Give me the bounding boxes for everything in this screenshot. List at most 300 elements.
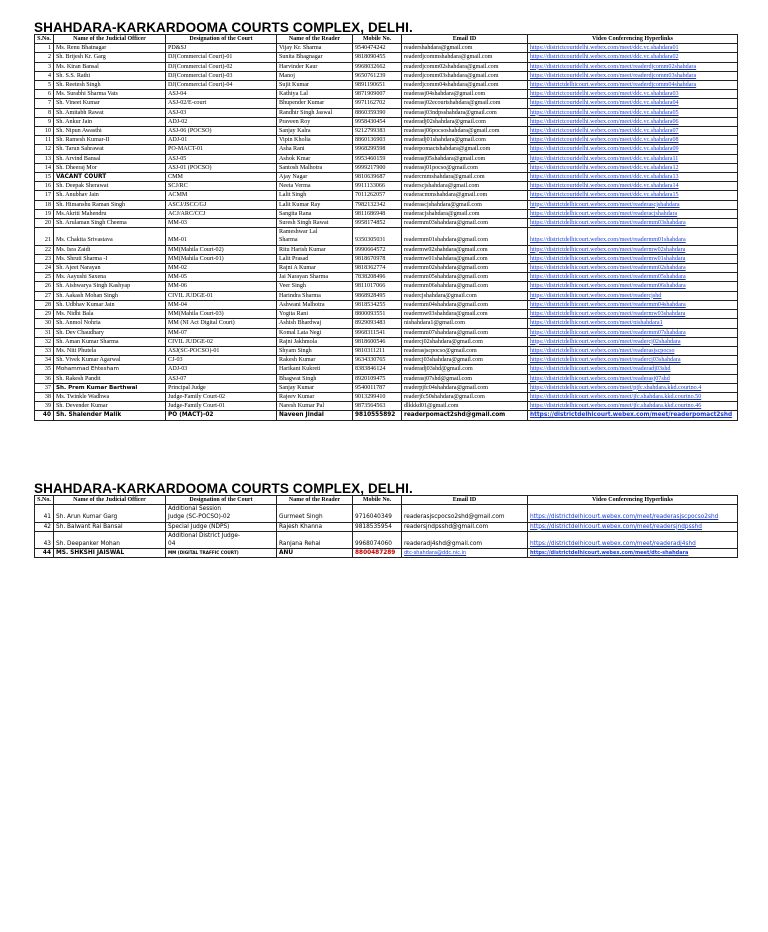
cell-officer: Ms.Akriti Mahendru [54, 209, 166, 218]
cell-reader: Lalit Prasad [277, 254, 353, 263]
cell-designation: ACJ/ARC/CCJ [166, 209, 277, 218]
cell-sno: 9 [35, 117, 54, 126]
cell-reader: Yogita Rani [277, 310, 353, 319]
cell-sno: 36 [35, 374, 54, 383]
cell-designation: MM(Mahila Court-02) [166, 245, 277, 254]
cell-sno: 16 [35, 182, 54, 191]
cell-vc-link[interactable]: https://districtdelhicourt.webex.com/meet/readermm04shahdara [528, 300, 738, 309]
cell-sno: 32 [35, 337, 54, 346]
cell-vc-link[interactable]: https://districtdelhicourt.webex.com/meet/jfc.shahdara.kkd.courtno.50 [528, 392, 738, 401]
cell-designation: ASJ-07 [166, 374, 277, 383]
cell-vc-link[interactable]: https://districtdelhicourt.webex.com/meet/pjfc.shahdara.kkd.courtno.4 [528, 383, 738, 392]
table-row [35, 356, 738, 365]
cell-sno: 19 [35, 209, 54, 218]
cell-mobile: 9958430454 [353, 117, 402, 126]
cell-reader: ANU [277, 549, 353, 558]
cell-mobile: 9871909007 [353, 90, 402, 99]
cell-mobile: 9818090455 [353, 53, 402, 62]
cell-sno: 10 [35, 127, 54, 136]
table-row [35, 374, 738, 383]
cell-email: readermm05shahdara@gmail.com [402, 273, 528, 282]
cell-mobile: 9953460159 [353, 154, 402, 163]
cell-mobile: 9634330765 [353, 356, 402, 365]
cell-designation: MM-06 [166, 282, 277, 291]
cell-mobile: 9818362774 [353, 264, 402, 273]
cell-mobile: 9811686948 [353, 209, 402, 218]
cell-designation: ASJ-03 [166, 108, 277, 117]
cell-vc-link[interactable]: https://districtcourtdelhi.webex.com/meet/readerdjcomm02shahdara [528, 62, 738, 71]
cell-designation: ACMM [166, 191, 277, 200]
cell-vc-link[interactable]: https://districtdelhicourt.webex.com/meet/readermm03shahdara [528, 219, 738, 228]
cell-email: readeradj02shahdara@gmail.com [402, 117, 528, 126]
cell-mobile: 7838208496 [353, 273, 402, 282]
cell-reader: Sunita Bhagnagar [277, 53, 353, 62]
cell-sno: 39 [35, 402, 54, 411]
cell-sno: 28 [35, 300, 54, 309]
designation-line-2: Judge (SC-POCSO)-02 [168, 514, 231, 521]
cell-vc-link[interactable]: https://districtdelhicourt.webex.com/meet/dtc-shahdara [528, 549, 738, 558]
cell-reader: Harindra Sharma [277, 291, 353, 300]
cell-officer: Sh. Deepak Sherawat [54, 182, 166, 191]
cell-designation [166, 505, 277, 522]
cell-vc-link[interactable]: https://districtcourtdelhi.webex.com/meet/ddc.vc.shahdara07 [528, 127, 738, 136]
cell-reader: Ashish Bhardwaj [277, 319, 353, 328]
cell-vc-link[interactable]: https://districtdelhicourt.webex.com/meet/readeracjshahdara [528, 209, 738, 218]
cell-vc-link[interactable]: https://districtdelhicourt.webex.com/meet/readermw02shahdara [528, 245, 738, 254]
cell-designation: MM-07 [166, 328, 277, 337]
table-row [35, 209, 738, 218]
cell-designation: CMM [166, 173, 277, 182]
cell-reader: Shyam Singh [277, 346, 353, 355]
cell-email: readermm03shahdara@gmail.com [402, 219, 528, 228]
cell-vc-link[interactable]: https://districtcourtdelhi.webex.com/meet/readerdjcomm03shahdara [528, 71, 738, 80]
table-row [35, 44, 738, 53]
table-row [35, 328, 738, 337]
cell-officer: Sh. Vineet Kumar [54, 99, 166, 108]
cell-vc-link[interactable]: https://districtdelhicourt.webex.com/meet/readermm02shahdara [528, 264, 738, 273]
cell-mobile: 9968299598 [353, 145, 402, 154]
table-row [35, 310, 738, 319]
header-email: Email ID [402, 35, 528, 44]
cell-reader: Ajay Nagar [277, 173, 353, 182]
table-row [35, 291, 738, 300]
cell-vc-link[interactable]: https://districtcourtdelhi.webex.com/meet/ddc.vc.shahdara13 [528, 173, 738, 182]
table-row [35, 191, 738, 200]
cell-mobile: 9716040349 [353, 505, 402, 522]
cell-sno: 29 [35, 310, 54, 319]
table-row [35, 127, 738, 136]
cell-mobile: 9968311541 [353, 328, 402, 337]
cell-officer: Sh. Arvind Bansal [54, 154, 166, 163]
cell-reader: Sangita Rana [277, 209, 353, 218]
cell-sno: 6 [35, 90, 54, 99]
table-row [35, 62, 738, 71]
cell-designation: ASJ-02/E-court [166, 99, 277, 108]
cell-reader: Kathiya Lal [277, 90, 353, 99]
cell-vc-link[interactable]: https://districtcourtdelhi.webex.com/meet/ddc.vc.shahdara06 [528, 117, 738, 126]
cell-officer: Ms. Kiran Bansal [54, 62, 166, 71]
cell-designation: PD&SJ [166, 44, 277, 53]
cell-vc-link[interactable]: https://districtdelhicourt.webex.com/meet/readermm07shahdara [528, 328, 738, 337]
header-sno: S.No. [35, 35, 54, 44]
cell-reader: Bhagwat Singh [277, 374, 353, 383]
cell-officer: Sh. Deepanker Mohan [54, 531, 166, 548]
cell-email: readershahdara@gmail.com [402, 44, 528, 53]
cell-email: readercj02shahdara@gmail.com [402, 337, 528, 346]
cell-email: readerjfc50shahdara@gmail.com [402, 392, 528, 401]
cell-officer: Sh. Dheeraj Mor [54, 163, 166, 172]
cell-mobile: 7982132342 [353, 200, 402, 209]
table-row [35, 264, 738, 273]
cell-designation: PO-MACT-01 [166, 145, 277, 154]
cell-sno: 44 [35, 549, 54, 558]
table-row [35, 81, 738, 90]
cell-reader: Praveen Roy [277, 117, 353, 126]
cell-email: readermw03shahdara@gmail.com [402, 310, 528, 319]
cell-mobile: 7011262057 [353, 191, 402, 200]
cell-designation [166, 531, 277, 548]
designation-line-1: Additional District Judge- [168, 532, 241, 539]
cell-mobile: 8860359390 [353, 108, 402, 117]
cell-mobile: 9811017066 [353, 282, 402, 291]
cell-vc-link[interactable]: https://districtdelhicourt.webex.com/meet/readerdjcomm04shahdara [528, 81, 738, 90]
table-row [35, 365, 738, 374]
cell-reader: Manoj [277, 71, 353, 80]
cell-email: readermm01shahdara@gmail.com [402, 228, 528, 245]
cell-sno: 2 [35, 53, 54, 62]
cell-designation: MM-02 [166, 264, 277, 273]
cell-reader: Rajeev Kumar [277, 392, 353, 401]
cell-email[interactable]: dtc-shahdara@ddc.nic.in [402, 549, 528, 558]
cell-mobile: 9212799383 [353, 127, 402, 136]
cell-officer: Ms. Shruti Sharma -I [54, 254, 166, 263]
cell-vc-link[interactable]: https://districtdelhicourt.webex.com/meet/nishahdara1 [528, 319, 738, 328]
cell-sno: 11 [35, 136, 54, 145]
table-row [35, 411, 738, 420]
officers-table-2 [34, 495, 738, 558]
cell-email: readeracmmshahdara@gmail.com [402, 191, 528, 200]
header-designation: Designation of the Court [166, 35, 277, 44]
cell-reader: Santosh Malhotra [277, 163, 353, 172]
officers-table [34, 34, 738, 421]
cell-sno: 30 [35, 319, 54, 328]
table-row [35, 182, 738, 191]
cell-vc-link[interactable]: https://districtdelhicourt.webex.com/meet/readerpomact2shd [528, 411, 738, 420]
cell-email: readermm07shahdara@gmail.com [402, 328, 528, 337]
cell-officer: Ms. Aayushi Saxena [54, 273, 166, 282]
cell-officer: Ms. Renu Bhatnagar [54, 44, 166, 53]
cell-officer: Sh. S.S. Rathi [54, 71, 166, 80]
cell-designation: MM(Mahila Court-01) [166, 254, 277, 263]
cell-mobile: 9873564563 [353, 402, 402, 411]
cell-email: readeradj01shahdara@gmail.com [402, 136, 528, 145]
cell-sno: 5 [35, 81, 54, 90]
cell-officer: Sh. Brijesh Kr. Garg [54, 53, 166, 62]
cell-vc-link[interactable]: https://districtdelhicourt.webex.com/meet/readerasjscpocso2shd [528, 505, 738, 522]
cell-mobile: 9971162702 [353, 99, 402, 108]
cell-mobile: 9891190651 [353, 81, 402, 90]
table-row [35, 154, 738, 163]
table-row [35, 200, 738, 209]
cell-mobile: 8800487289 [353, 549, 402, 558]
cell-vc-link[interactable]: https://districtdelhicourt.webex.com/meet/readerascjshahdara [528, 200, 738, 209]
cell-sno: 33 [35, 346, 54, 355]
cell-officer: Ms. Isra Zaidi [54, 245, 166, 254]
cell-vc-link[interactable]: https://districtdelhicourt.webex.com/meet/readermm06shahdara [528, 282, 738, 291]
cell-reader: Sanjay Kumar [277, 383, 353, 392]
cell-officer: Sh. Reetesh Singh [54, 81, 166, 90]
cell-officer: Sh. Ramesh Kumar-II [54, 136, 166, 145]
cell-officer: Ms. Surabhi Sharma Vats [54, 90, 166, 99]
cell-vc-link[interactable]: https://districtcourtdelhi.webex.com/meet/ddc.vc.shahdara03 [528, 90, 738, 99]
table-row [35, 173, 738, 182]
cell-vc-link[interactable]: https://districtcourtdelhi.webex.com/meet/ddc.vc.shahdara01 [528, 44, 738, 53]
cell-email: readerasjscpocso@gmail.com [402, 346, 528, 355]
cell-reader: Ranjana Rehal [277, 531, 353, 548]
header-sno: S.No. [35, 496, 54, 505]
cell-mobile: 8800093551 [353, 310, 402, 319]
designation-line-1: Additional Session [168, 506, 222, 513]
cell-designation: SCJ/RC [166, 182, 277, 191]
cell-sno: 13 [35, 154, 54, 163]
cell-reader: Rajni Jakhmola [277, 337, 353, 346]
cell-vc-link[interactable]: https://districtcourtdelhi.webex.com/meet/ddc.vc.shahdara12 [528, 163, 738, 172]
cell-email: readermw02shahdara@gmail.com [402, 245, 528, 254]
cell-mobile: 8920109475 [353, 374, 402, 383]
cell-officer: Sh. Arulaman Singh Cheema [54, 219, 166, 228]
cell-vc-link[interactable]: https://districtdelhicourt.webex.com/meet/readerasj07shd [528, 374, 738, 383]
cell-email: readerpomactshahdara@gmail.com [402, 145, 528, 154]
cell-designation: MM-04 [166, 300, 277, 309]
cell-sno: 43 [35, 531, 54, 548]
cell-designation: ASJ(SC-POCSO)-01 [166, 346, 277, 355]
cell-officer: Ms. Twinkle Wadhwa [54, 392, 166, 401]
cell-email: readersjndpsshd@gmail.com [402, 522, 528, 531]
cell-sno: 23 [35, 254, 54, 263]
cell-vc-link[interactable]: https://districtcourtdelhi.webex.com/meet/ddc.vc.shahdara14 [528, 182, 738, 191]
cell-email: readerdjcomm02shahdara@gmail.com [402, 62, 528, 71]
table-row [35, 522, 738, 531]
cell-email: readermm02shahdara@gmail.com [402, 264, 528, 273]
cell-email: readercj03shahdara@gmail.com [402, 356, 528, 365]
cell-sno: 4 [35, 71, 54, 80]
cell-sno: 8 [35, 108, 54, 117]
table-row [35, 245, 738, 254]
cell-officer: Sh. Himanshu Raman Singh [54, 200, 166, 209]
table-row [35, 108, 738, 117]
cell-vc-link[interactable]: https://districtdelhicourt.webex.com/meet/readeradj4shd [528, 531, 738, 548]
table-row [35, 402, 738, 411]
cell-officer: Sh. Anubhav Jain [54, 191, 166, 200]
cell-mobile: 9540011787 [353, 383, 402, 392]
cell-mobile: 9818670978 [353, 254, 402, 263]
cell-designation: CJ-03 [166, 356, 277, 365]
cell-email: readerasj06pocsoshahdara@gmail.com [402, 127, 528, 136]
cell-designation: ASJ-06 (POCSO) [166, 127, 277, 136]
cell-vc-link[interactable]: https://districtcourtdelhi.webex.com/meet/ddc.vc.shahdara05 [528, 108, 738, 117]
cell-vc-link[interactable]: https://districtcourtdelhi.webex.com/meet/ddc.vc.shahdara11 [528, 154, 738, 163]
cell-sno: 17 [35, 191, 54, 200]
cell-vc-link[interactable]: https://districtdelhicourt.webex.com/meet/readermm01shahdara [528, 228, 738, 245]
cell-designation: MM (DIGITAL TRAFFIC COURT) [166, 549, 277, 558]
cell-vc-link[interactable]: https://districtcourtdelhi.webex.com/meet/ddc.vc.shahdara02 [528, 53, 738, 62]
cell-reader: Vijay Kr. Sharma [277, 44, 353, 53]
cell-vc-link[interactable]: https://districtdelhicourt.webex.com/meet/jfc.shahdara.kkd.courtno.46 [528, 402, 738, 411]
cell-officer: Sh. Amitabh Rawat [54, 108, 166, 117]
table-row [35, 228, 738, 245]
reader-line-1: Rameshwar Lal [279, 229, 318, 236]
cell-reader: Jai Narayan Sharma [277, 273, 353, 282]
cell-reader: Rajni A Kumar [277, 264, 353, 273]
table-row [35, 273, 738, 282]
cell-officer: Sh. Anmol Nohria [54, 319, 166, 328]
cell-vc-link[interactable]: https://districtcourtdelhi.webex.com/meet/ddc.vc.shahdara09 [528, 145, 738, 154]
cell-mobile: 9810311211 [353, 346, 402, 355]
cell-mobile: 9650761239 [353, 71, 402, 80]
cell-mobile: 8860136903 [353, 136, 402, 145]
cell-vc-link[interactable]: https://districtdelhicourt.webex.com/meet/readeradj03shd [528, 365, 738, 374]
cell-officer: Sh. Vivek Kumar Agarwal [54, 356, 166, 365]
cell-vc-link[interactable]: https://districtdelhicourt.webex.com/meet/readermm05shahdara [528, 273, 738, 282]
cell-mobile: 9958174852 [353, 219, 402, 228]
cell-designation: Judge-Family Court-01 [166, 402, 277, 411]
cell-email: readeracjshahdara@gmail.com [402, 209, 528, 218]
cell-reader [277, 228, 353, 245]
cell-designation: ASJ-04 [166, 90, 277, 99]
cell-officer: Sh. Aishwarya Singh Kashyap [54, 282, 166, 291]
cell-email: readeradj03shd@gmail.com [402, 365, 528, 374]
reader-line-2: Sharma [279, 237, 298, 244]
cell-sno: 34 [35, 356, 54, 365]
cell-mobile: 9350305031 [353, 228, 402, 245]
cell-mobile: 9013299410 [353, 392, 402, 401]
cell-email: readermw01shahdara@gmail.com [402, 254, 528, 263]
cell-reader: Komal Lata Negi [277, 328, 353, 337]
cell-sno: 24 [35, 264, 54, 273]
cell-email: readercjshahdara@gmail.com [402, 291, 528, 300]
cell-vc-link[interactable]: https://districtdelhicourt.webex.com/meet/readermw01shahdara [528, 254, 738, 263]
cell-designation: ADJ-01 [166, 136, 277, 145]
cell-vc-link[interactable]: https://districtdelhicourt.webex.com/meet/readermw03shahdara [528, 310, 738, 319]
cell-mobile: 9911133066 [353, 182, 402, 191]
cell-email: readeradj4shd@gmail.com [402, 531, 528, 548]
cell-designation: MM-03 [166, 219, 277, 228]
cell-officer: Sh. Tarun Sahrawat [54, 145, 166, 154]
cell-mobile: 9818534255 [353, 300, 402, 309]
cell-reader: Asha Rani [277, 145, 353, 154]
cell-vc-link[interactable]: https://districtcourtdelhi.webex.com/meet/ddc.vc.shahdara15 [528, 191, 738, 200]
header-mobile: Mobile No. [353, 496, 402, 505]
cell-vc-link[interactable]: https://districtdelhicourt.webex.com/meet/readercj03shahdara [528, 356, 738, 365]
table-row [35, 319, 738, 328]
cell-vc-link[interactable]: https://districtdelhicourt.webex.com/meet/readercjshd [528, 291, 738, 300]
cell-mobile: 9968074060 [353, 531, 402, 548]
table-header-row [35, 35, 738, 44]
cell-mobile: 9990664572 [353, 245, 402, 254]
table-row [35, 90, 738, 99]
table-row [35, 337, 738, 346]
cell-vc-link[interactable]: https://districtdelhicourt.webex.com/meet/readercj02shahdara [528, 337, 738, 346]
cell-vc-link[interactable]: https://districtcourtdelhi.webex.com/meet/ddc.vc.shahdara04 [528, 99, 738, 108]
cell-designation: CIVIL JUDGE-01 [166, 291, 277, 300]
cell-mobile: 9810639687 [353, 173, 402, 182]
cell-officer: Sh. Shalender Malik [54, 411, 166, 420]
cell-designation: MM-05 [166, 273, 277, 282]
table-row [35, 300, 738, 309]
header-mobile: Mobile No. [353, 35, 402, 44]
cell-officer: Sh. Ajeet Narayan [54, 264, 166, 273]
table-row [35, 346, 738, 355]
cell-officer: Mohammad Ehtesham [54, 365, 166, 374]
table-row [35, 219, 738, 228]
cell-email: readermm06shahdara@gmail.com [402, 282, 528, 291]
cell-reader: Rakesh Kumar [277, 356, 353, 365]
table-row [35, 163, 738, 172]
cell-officer: VACANT COURT [54, 173, 166, 182]
cell-mobile: 9540474242 [353, 44, 402, 53]
cell-designation: PO (MACT)-02 [166, 411, 277, 420]
cell-mobile: 9868928495 [353, 291, 402, 300]
cell-officer: Sh. Aman Kumar Sharma [54, 337, 166, 346]
header-officer: Name of the Judicial Officer [54, 496, 166, 505]
cell-reader: Harvinder Kaur [277, 62, 353, 71]
cell-email: dlkkkd01@gmail.com [402, 402, 528, 411]
cell-officer: Sh. Udbhav Kumar Jain [54, 300, 166, 309]
cell-reader: Suresh Singh Rawat [277, 219, 353, 228]
cell-officer: Ms. Niti Phutela [54, 346, 166, 355]
cell-designation: Principal Judge [166, 383, 277, 392]
cell-officer: Sh. Aakash Mohan Singh [54, 291, 166, 300]
cell-officer: Sh. Balwant Rai Bansal [54, 522, 166, 531]
cell-officer: Sh. Dev Chaudhary [54, 328, 166, 337]
cell-reader: Sujit Kumar [277, 81, 353, 90]
designation-line-2: 04 [168, 541, 176, 548]
cell-reader: Naveen Jindal [277, 411, 353, 420]
cell-email: readerasj02ecourtshahdara@gmail.com [402, 99, 528, 108]
cell-officer: Sh. Arun Kumar Garg [54, 505, 166, 522]
cell-vc-link[interactable]: https://districtcourtdelhi.webex.com/meet/ddc.vc.shahdara08 [528, 136, 738, 145]
header-designation: Designation of the Court [166, 496, 277, 505]
cell-vc-link[interactable]: https://districtdelhicourt.webex.com/meet/readersjndpsshd [528, 522, 738, 531]
cell-reader: Veer Singh [277, 282, 353, 291]
cell-designation: DJ(Commercial Court)-04 [166, 81, 277, 90]
cell-email: readerasj05shahdara@gmail.com [402, 154, 528, 163]
header-officer: Name of the Judicial Officer [54, 35, 166, 44]
cell-email: readerasj03ndpsshahdara@gmail.com [402, 108, 528, 117]
cell-reader: Sanjay Kalra [277, 127, 353, 136]
cell-designation: ASJ-01 (POCSO) [166, 163, 277, 172]
cell-sno: 12 [35, 145, 54, 154]
cell-officer: Sh. Prem Kumar Barthwal [54, 383, 166, 392]
header-reader: Name of the Reader [277, 35, 353, 44]
cell-reader: Bhupender Kumar [277, 99, 353, 108]
cell-email: readerpomact2shd@gmail.com [402, 411, 528, 420]
cell-reader: Vipin Kholia [277, 136, 353, 145]
table-row [35, 531, 738, 548]
cell-reader: Ashok Kmar [277, 154, 353, 163]
cell-sno: 22 [35, 245, 54, 254]
cell-vc-link[interactable]: https://districtdelhicourt.webex.com/meet/readerasjscpocso [528, 346, 738, 355]
cell-email: readerasj04shahdara@gmail.com [402, 90, 528, 99]
cell-designation: DJ(Commercial Court)-01 [166, 53, 277, 62]
cell-mobile: 9999217900 [353, 163, 402, 172]
cell-officer: MS. SHKSHI JAISWAL [54, 549, 166, 558]
header-email: Email ID [402, 496, 528, 505]
table-row [35, 282, 738, 291]
cell-officer: Sh. Devender Kumar [54, 402, 166, 411]
cell-sno: 27 [35, 291, 54, 300]
table-row [35, 99, 738, 108]
